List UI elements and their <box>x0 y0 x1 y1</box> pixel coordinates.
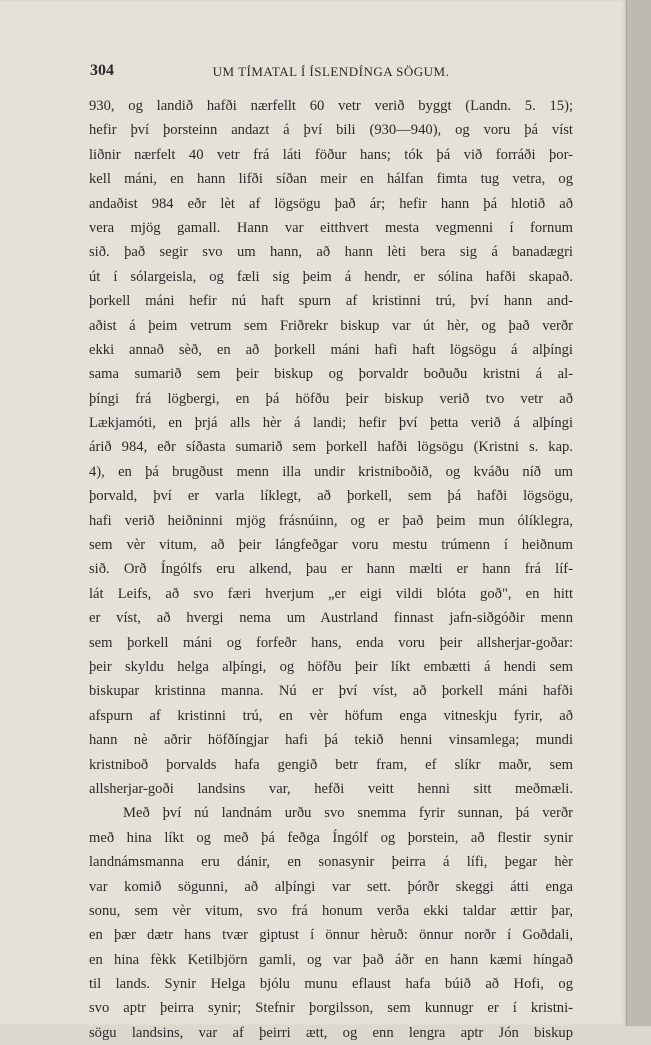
text-line: andaðist 984 eðr lèt af lögsögu það ár; hefir hann þá hlotið að <box>89 195 573 212</box>
text-line: afspurn af kristinni trú, en vèr höfum enga vitneskju fyrir, að <box>89 707 573 724</box>
text-line: lát Leifs, að svo færi hverjum „er eigi vildi blóta goð", en hitt <box>89 585 573 602</box>
text-line: kristniboð þorvalds hafa gengið betr fram, ef slíkr maðr, sem <box>89 756 573 773</box>
text-line: sið. Orð Íngólfs eru alkend, þau er hann mælti er hann frá líf- <box>89 561 573 578</box>
text-line: liðnir nærfelt 40 vetr frá láti föður hans; tók þá við forráði þor- <box>89 146 573 163</box>
running-title: UM TÍMATAL Í ÍSLENDÍNGA SÖGUM. <box>212 64 450 79</box>
text-line: með hina líkt og með þá feðga Íngólf og þorstein, að flestir synir <box>89 829 573 846</box>
text-line: aðist á þeim vetrum sem Friðrekr biskup var út hèr, og það verðr <box>89 317 573 334</box>
text-line: vera mjög gamall. Hann var eitthvert mesta vegmenni í fornum <box>89 219 573 236</box>
text-line: kell máni, en hann lifði síðan meir en hálfan fimta tug vetra, og <box>89 171 573 188</box>
text-line: hafi verið heiðninni mjög frásnúinn, og er það þeim mun ólíklegra, <box>89 512 573 529</box>
text-line: þeir skyldu helga alþíngi, og höfðu þeir líkt embætti á hendi sem <box>89 658 573 675</box>
text-line: sið. það segir svo um hann, að hann lèti bera sig á banadægri <box>89 244 573 261</box>
text-line: 930, og landið hafði nærfellt 60 vetr verið byggt (Landn. 5. 15); <box>89 98 573 114</box>
text-line: sonu, sem vèr vitum, svo frá honum verða ekki taldar ættir þar, <box>89 902 573 919</box>
text-line: sögu landsins, var af þeirri ætt, og enn lengra aptr Jón biskup <box>89 1024 573 1041</box>
text-line: en þær dætr hans tvær giptust í önnur hèruð: önnur norðr í Goðdali, <box>89 927 573 944</box>
text-line: hann nè aðrir höfðíngjar hafi þá tekið henni vinsamlega; mundi <box>89 732 573 749</box>
text-line: hefir því þorsteinn andazt á því bili (930—940), og voru þá víst <box>89 122 573 139</box>
page-number: 304 <box>90 62 114 79</box>
text-line: þorvald, því er varla líklegt, að þorkell, sem þá hafði lögsögu, <box>89 488 573 505</box>
body-text <box>89 94 573 1045</box>
text-line: allsherjar-goði landsins var, hefði veitt henni sitt meðmæli. <box>89 780 573 797</box>
text-line: en hina fèkk Ketilbjörn gamli, og var það áðr en hann kæmi híngað <box>89 951 573 968</box>
text-line: Með því nú landnám urðu svo snemma fyrir sunnan, þá verðr <box>123 805 573 822</box>
text-line: þíngi frá lögbergi, en þá höfðu þeir biskup verið tvo vetr að <box>89 390 573 407</box>
text-line: út í sólargeisla, og fæli sig þeim á hendr, er sólina hafði skapað. <box>89 268 573 285</box>
page-header <box>90 62 572 84</box>
text-line: sem vèr vitum, að þeir lángfeðgar voru mestu trúmenn í heiðnum <box>89 537 573 554</box>
text-line: þorkell máni hefir nú haft spurn af kristinni trú, því hann and- <box>89 293 573 310</box>
text-line: sama sumarið sem þeir biskup og þorvaldr boðuðu kristni á al- <box>89 366 573 383</box>
text-line: sem þorkell máni og forfeðr hans, enda voru þeir allsherjar-goðar: <box>89 634 573 651</box>
page-edge <box>626 0 651 1026</box>
text-line: er víst, að hvergi nema um Austrland finnast jafn-siðgóðir menn <box>89 610 573 627</box>
text-line: ekki annað sèð, en að þorkell máni hafi haft lögsögu á alþíngi <box>89 341 573 358</box>
text-line: 4), en þá brugðust menn illa undir kristniboðið, og kváðu níð um <box>89 463 573 480</box>
text-line: biskupar kristinna manna. Nú er því víst, að þorkell máni hafði <box>89 683 573 700</box>
text-line: svo aptr þeirra synir; Stefnir þorgilsson, sem kunnugr er í kristni- <box>89 1000 573 1017</box>
text-line: til lands. Synir Helga bjólu munu eflaust hafa búið að Hofi, og <box>89 976 573 993</box>
text-line: árið 984, eðr síðasta sumarið sem þorkell hafði lögsögu (Kristni s. kap. <box>89 439 573 456</box>
text-line: var komið sögunni, að alþíngi var sett. þórðr skeggi átti enga <box>89 878 573 895</box>
text-line: Lækjamóti, en þrjá alls hèr á landi; hefir því þetta verið á alþíngi <box>89 415 573 432</box>
text-line: landnámsmanna eru dánir, en sonasynir þeirra á lífi, þegar hèr <box>89 854 573 871</box>
